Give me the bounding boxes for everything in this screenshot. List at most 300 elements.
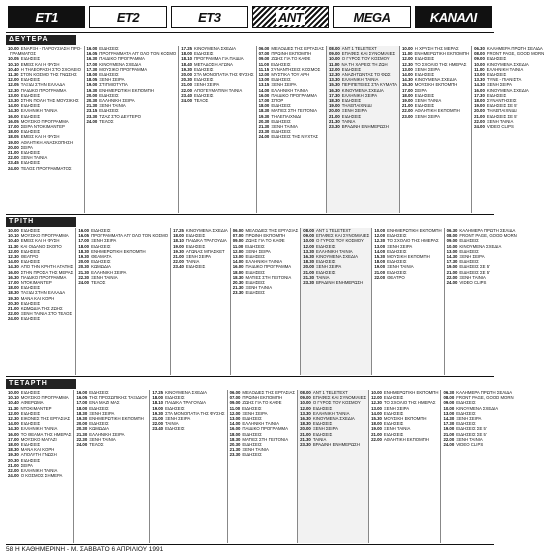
program-time: 21.00 [446, 269, 458, 275]
program-title: ΕΙΔΗΣΕΙΣ [20, 457, 41, 463]
program-title: ΕΙΔΗΣΕΙΣ ΣΕ 5' [459, 264, 490, 270]
program-title: ΕΙΔΗΣΕΙΣ ΣΕ 5' [459, 269, 490, 275]
program-time: 16.00 [86, 46, 98, 51]
program-title: ΕΙΔΗΣΕΙΣ [486, 72, 507, 78]
program-title: ΚΙΝΟΥΜΕΝΑ ΣΧΕΔΙΑ [316, 254, 358, 260]
program-time: 19.00 [152, 405, 164, 411]
program-title: ΤΥΝΕ - ΠΙΑΝΙΣΤΑ [486, 77, 522, 83]
program-title: ΕΙΔΗΣΕΙΣ [316, 269, 336, 275]
program-time: 22.00 [374, 274, 386, 280]
program-time: 23.30 [258, 129, 270, 135]
program-time: 12.05 [8, 82, 19, 88]
program-title: ΖΩΗΣ ΓΙΑ ΤΟ ΚΑΦΕ [242, 400, 282, 406]
program-time: 09.00 [474, 56, 485, 62]
program-time: 14.00 [229, 421, 241, 427]
program-title: ΕΙΔΗΣΕΙΣ [20, 259, 41, 265]
program-title: ΕΙΔΗΣΕΙΣ [194, 66, 214, 72]
program-time: 19.30 [8, 295, 19, 301]
program-title: ΜΟΥΣΙΚΟ ΠΡΟΓΡΑΜΜΑ [20, 118, 69, 124]
channel-column [297, 390, 368, 543]
program-title: ΕΙΔΗΣΕΙΣ [20, 390, 41, 395]
program-title: ΞΕΝΗ ΣΕΙΡΑ [459, 254, 485, 260]
program-title: ΕΛΛΗΝΙΚΗ ΣΕΙΡΑ [99, 98, 135, 104]
channel-column [300, 228, 371, 375]
program-title: ΕΛΛΗΝΙΚΗ ΤΑΙΝΙΑ [245, 259, 283, 265]
program-time: 14.00 [8, 103, 19, 109]
program-time: 16.00 [229, 426, 241, 432]
program-time: 08.00 [329, 46, 340, 51]
program-title: ΕΙΔΗΣΕΙΣ [245, 280, 265, 286]
program-time: 10.10 [8, 395, 19, 401]
program-time: 12.00 [8, 248, 19, 254]
program-title: ΕΙΔΗΣΕΙΣ [89, 421, 109, 427]
program-time: 17.00 [258, 98, 270, 104]
program-time: 18.30 [8, 290, 19, 296]
day-label: ΤΡΙΤΗ [6, 217, 76, 227]
program-title: ΒΡΑΔΙΝΗ ΕΝΗΜΕΡΩΣΗ [316, 280, 364, 286]
channel-column [368, 390, 440, 543]
program-time: 14.30 [446, 254, 458, 260]
program-time: 19.30 [78, 254, 90, 260]
program-time: 16.00 [474, 87, 485, 93]
program-title: ΞΕΝΗ ΣΕΙΡΑ [185, 254, 212, 260]
program-title: ΕΙΔΗΣΕΙΣ [165, 426, 185, 432]
channel-column [440, 390, 515, 543]
program-title: ΠΡΩΙΝΗ ΕΚΠΟΜΠΗ [245, 233, 286, 239]
program-time: 11.00 [232, 243, 244, 249]
program-time: 23.40 [181, 92, 193, 98]
list-item [76, 442, 147, 447]
program-time: 18.30 [329, 98, 340, 104]
program-time: 06.30 [474, 46, 485, 51]
program-title: ΕΙΔΗΣΕΙΣ [185, 233, 206, 239]
program-title: ΞΕΝΗ ΤΑΙΝΙΑ ΣΤΟ ΤΕΛΟΣ [20, 311, 73, 317]
program-title: ΕΠΑΦΕΣ ΚΑΙ ΣΥΝΟΜΙΛΙΕΣ [312, 395, 367, 401]
program-time: 17.00 [76, 400, 88, 406]
program-time: 22.00 [371, 436, 382, 442]
channel-column [471, 46, 546, 213]
channel-logo [8, 6, 85, 28]
program-title: ΜΕΛΟΔΙΕΣ ΤΗΣ ΕΡΓΑΣΙΑΣ [271, 46, 325, 51]
list-item [78, 280, 168, 285]
program-time: 17.25 [152, 390, 164, 395]
list-item [230, 452, 295, 457]
program-title: ΠΑΙΔΙΚΑ ΤΡΑΓΟΥΔΙΑ [185, 238, 227, 244]
program-title: ΕΙΔΗΣΕΙΣ [165, 395, 185, 401]
program-title: Ο ΓΥΡΟΣ ΤΟΥ ΚΟΣΜΟΥ [341, 56, 390, 62]
list-item [173, 264, 228, 269]
program-time: 09.00 [443, 400, 455, 406]
program-title: ΜΟΥΣΙΚΗ ΕΚΠΟΜΠΗ [383, 416, 427, 422]
program-title: ΕΙΔΗΣΕΙΣ [341, 66, 362, 72]
program-title: ΕΝΗΜΕΡΩΤΙΚΗ ΕΚΠΟΜΠΗ [414, 51, 470, 57]
program-time: 07.00 [232, 233, 244, 239]
program-title: ΤΑΙΝΙΑ [316, 274, 330, 280]
program-title: ΠΡΟΓΡΑΜΜΑΤΑ ΑΠ' ΟΛΟ ΤΟΝ ΚΟΣΜΟ [91, 233, 169, 239]
program-title: ΞΕΝΗ ΤΑΙΝΙΑ [99, 103, 126, 109]
program-title: ΕΙΔΗΣΕΙΣ [89, 390, 109, 395]
program-title: ΕΙΔΗΣΕΙΣ [91, 243, 111, 249]
program-time: 07.00 [229, 395, 241, 401]
list-item [303, 238, 369, 243]
program-time: 19.30 [8, 452, 19, 458]
program-time: 12.00 [258, 72, 270, 78]
program-title: ΝΑ ΤΗ ΧΑΡΕΙΣ ΤΗ ΖΩΗ [341, 61, 388, 67]
program-time: 23.45 [8, 160, 19, 166]
program-title: ΕΙΔΗΣΕΙΣ [414, 56, 435, 62]
program-title: ΕΙΔΗΣΕΙΣ [91, 259, 111, 265]
program-time: 10.00 [300, 400, 311, 406]
program-title: ΕΙΔΗΣΕΙΣ [383, 431, 404, 437]
program-time: 13.30 [300, 410, 311, 416]
program-title: ΚΑΛΗΜΕΡΑ ΠΡΩΤΗ ΣΕΛΙΔΑ [456, 390, 513, 395]
program-time: 20.30 [232, 280, 244, 286]
program-time: 23.30 [300, 442, 311, 448]
program-title: ΞΕΝΗ ΤΑΙΝΙΑ [271, 124, 298, 130]
program-title: ΚΩΜΩΔΙΑ [91, 264, 111, 270]
program-title: ΕΙΔΗΣΕΙΣ [459, 259, 479, 265]
program-title: ΕΙΔΗΣΕΙΣ [387, 269, 407, 275]
program-title: ΕΙΔΗΣΕΙΣ [242, 405, 262, 411]
program-time: 19.00 [474, 103, 485, 109]
program-time: 22.00 [446, 274, 458, 280]
channel-column [444, 228, 519, 375]
program-time: 18.10 [181, 56, 193, 62]
program-title: ΞΕΝΗ ΣΕΙΡΑ [456, 416, 482, 422]
program-time: 16.05 [76, 395, 88, 401]
program-time: 13.00 [446, 248, 458, 254]
program-time: 18.05 [8, 134, 19, 140]
program-title: ΕΙΔΗΣΕΙΣ [99, 72, 119, 78]
program-title: ΑΠΟΛΥΤΗ ΓΝΩΣΗ [20, 452, 57, 458]
program-time: 12.30 [8, 254, 19, 260]
program-title: ΞΕΝΗ ΣΕΙΡΑ [89, 410, 115, 416]
program-time: 15.30 [402, 82, 413, 88]
program-time: 13.15 [258, 82, 270, 88]
channel-logo [415, 6, 492, 28]
program-time: 21.00 [443, 431, 455, 437]
program-title: ΤΖΑΖ ΣΤΟ ΔΕΥΤΕΡΟ [99, 113, 142, 119]
list-item [233, 290, 298, 295]
program-time: 21.00 [329, 113, 340, 119]
program-title: ΕΙΔΗΣΕΙΣ ΣΕ 5' [456, 426, 487, 432]
program-time: 16.30 [329, 87, 340, 93]
program-title: ΕΛΛΗΝΙΚΗ ΣΕΙΡΑ [89, 431, 125, 437]
program-time: 24.00 [76, 442, 88, 448]
program-time: 19.00 [402, 98, 413, 104]
program-time: 19.00 [173, 243, 184, 249]
program-time: 18.10 [173, 238, 184, 244]
channel-logo [333, 6, 410, 28]
program-time: 17.30 [329, 92, 340, 98]
program-title: ΕΝΑ ΜΑΖΙ ΜΑΣ [89, 400, 120, 406]
program-time: 24.00 [443, 442, 455, 448]
program-time: 18.30 [300, 421, 311, 427]
program-time: 14.00 [374, 248, 386, 254]
program-title: ΕΙΔΗΣΕΙΣ ΣΕ 5' [486, 103, 518, 109]
program-time: 21.30 [232, 285, 244, 291]
program-time: 17.00 [8, 124, 19, 130]
program-time: 14.00 [371, 410, 382, 416]
program-time: 10.00 [8, 390, 19, 395]
program-time: 21.00 [8, 150, 19, 156]
list-item [152, 426, 224, 431]
program-time: 09.00 [300, 395, 311, 401]
program-time: 13.30 [303, 248, 315, 254]
channel-column [170, 228, 230, 375]
program-time: 22.00 [474, 118, 485, 124]
program-time: 09.00 [229, 400, 241, 406]
program-time: 14.00 [8, 259, 19, 265]
program-time: 16.00 [258, 92, 270, 98]
program-time: 19.30 [181, 66, 193, 72]
program-time: 10.00 [8, 228, 19, 233]
program-title: ΕΙΔΗΣΕΙΣ [456, 421, 476, 427]
program-title: ΖΩΗΣ ΓΙΑ ΤΟ ΚΑΦΕ [245, 238, 285, 244]
program-time: 18.30 [232, 274, 244, 280]
program-title: ΞΕΝΗ ΣΕΙΡΑ [99, 77, 125, 83]
program-time: 10.00 [8, 46, 19, 51]
day-label: ΤΕΤΑΡΤΗ [6, 379, 76, 389]
program-title: ΞΕΝΗ ΣΕΙΡΑ [194, 82, 220, 88]
program-time: 18.00 [402, 92, 413, 98]
program-title: ΤΑΙΝΙΑ [185, 259, 200, 265]
program-title: ΤΑΞΙΔΙ ΣΤΗΝ ΕΛΛΑΔΑ [20, 290, 66, 296]
list-item [474, 124, 544, 129]
program-title: FRONT PAGE, GOOD MORN [486, 51, 545, 57]
program-title: ΜΕΤΑΔΟΣΗ ΑΓΩΝΑ [194, 61, 233, 67]
program-title: ΕΜΕΙΣ ΚΑΙ Η ΦΥΣΗ [20, 61, 60, 67]
program-time: 18.30 [78, 248, 90, 254]
channel-column [256, 46, 326, 213]
program-time: 23.30 [86, 113, 98, 119]
program-time: 12.00 [229, 410, 241, 416]
program-time: 19.30 [86, 87, 98, 93]
program-time: 21.00 [371, 431, 382, 437]
program-title: ΤΟ ΣΧΟΛΙΟ ΤΗΣ ΗΜΕΡΑΣ [383, 400, 436, 406]
program-title: ΕΙΔΗΣΕΙΣ [99, 46, 119, 51]
program-title: ΕΝΗΜΕΡΩΤΙΚΗ ΕΚΠΟΜΠΗ [89, 416, 144, 422]
program-title: ΤΟ ΣΧΟΛΙΟ ΤΗΣ ΗΜΕΡΑΣ [387, 238, 439, 244]
program-title: ΕΙΔΗΣΕΙΣ [99, 108, 119, 114]
list-item [371, 437, 438, 442]
program-title: ΕΙΔΗΣΕΙΣ [185, 243, 206, 249]
program-title: ΕΙΔΗΣΕΙΣ [271, 103, 291, 109]
program-title: ΕΙΔΗΣΕΙΣ [316, 243, 336, 249]
program-time: 21.00 [181, 82, 193, 88]
channel-column [399, 46, 471, 213]
program-title: ΕΛΛΗΝΙΚΗ ΣΕΙΡΑ [341, 92, 378, 98]
program-title: ΠΑΙΔΙΚΟ ΠΡΟΓΡΑΜΜΑ [271, 92, 317, 98]
program-title: ΞΕΝΗ ΣΕΙΡΑ [387, 243, 413, 249]
program-title: ΕΙΔΗΣΕΙΣ [312, 405, 333, 411]
program-time: 17.00 [402, 87, 413, 93]
program-time: 17.00 [78, 238, 90, 244]
program-title: ΜΑΤΙΕΣ ΣΤΗ ΓΕΙΤΟΝΙΑ [271, 108, 318, 114]
program-title: ΤΗΛΕΠΑΙΧΝΙΔΙ [271, 113, 302, 119]
program-title: ΞΕΝΗ ΣΕΙΡΑ [312, 426, 339, 432]
program-time: 12.00 [232, 248, 244, 254]
program-title: ΕΙΔΗΣΕΙΣ [456, 400, 476, 406]
program-title: ΜΟΥΣΙΚΗ ΕΚΠΟΜΠΗ [414, 82, 458, 88]
program-title: ΠΑΙΔΙΚΑ ΤΡΑΓΟΥΔΙΑ [165, 400, 207, 406]
program-title: ΤΑΙΝΙΑ [341, 118, 356, 124]
program-time: 19.00 [8, 139, 19, 145]
program-title: ΕΙΔΗΣΕΙΣ [20, 248, 41, 254]
program-time: 08.00 [300, 390, 311, 395]
program-title: ΘΕΑΤΡΟ [20, 254, 39, 260]
program-title: ΤΕΛΟΣ ΠΡΟΓΡΑΜΜΑΤΟΣ [20, 165, 72, 171]
program-time: 13.30 [8, 98, 19, 104]
program-title: ΕΙΔΗΣΕΙΣ [194, 77, 214, 83]
program-time: 10.05 [8, 56, 19, 62]
program-time: 14.30 [474, 82, 485, 88]
program-title: ΚΑΛΗΜΕΡΑ ΠΡΩΤΗ ΣΕΛΙΔΑ [486, 46, 543, 51]
program-time: 23.40 [152, 426, 164, 432]
program-title: ΤΑΙΝΙΑ [312, 436, 327, 442]
program-title: ΕΛΛΗΝΙΚΗ ΤΑΙΝΙΑ [341, 77, 379, 83]
channel-column [75, 228, 170, 375]
program-time: 23.30 [232, 290, 244, 296]
program-time: 16.30 [86, 56, 98, 62]
program-title: ΕΙΔΗΣΕΙΣ [242, 442, 262, 448]
program-title: ΣΥΝΑΝΤΗΣΕΙΣ ΚΟΣΜΟΣ [271, 66, 321, 72]
program-title: ΕΙΔΗΣΕΙΣ [383, 395, 404, 401]
program-time: 13.30 [474, 77, 485, 83]
program-time: 18.00 [181, 51, 193, 57]
program-time: 13.00 [229, 416, 241, 422]
channel-column [6, 390, 73, 543]
program-time: 18.40 [181, 61, 193, 67]
program-time: 18.00 [78, 243, 90, 249]
program-title: ΕΙΔΗΣΕΙΣ [414, 72, 435, 78]
program-time: 23.30 [329, 124, 340, 130]
program-time: 20.00 [181, 72, 193, 78]
program-title: ΑΓΩΝΑΣ ΜΠΑΣΚΕΤ [185, 248, 225, 254]
program-time: 18.00 [474, 98, 485, 104]
program-time: 09.00 [446, 238, 458, 244]
program-time: 24.00 [446, 280, 458, 286]
program-title: ΞΕΝΗ ΣΕΙΡΑ [245, 248, 271, 254]
list-item [374, 275, 441, 280]
program-time: 17.00 [86, 61, 98, 67]
program-time: 18.00 [173, 233, 184, 239]
program-time: 12.30 [402, 61, 413, 67]
program-title: ΤΕΛΟΣ [89, 442, 104, 448]
program-time: 06.30 [446, 228, 458, 233]
program-title: ΕΙΚΟΝΕΣ ΤΗΣ ΕΡΓΑΣΙΑΣ [20, 416, 71, 422]
program-title: ΕΠΑΦΕΣ ΚΑΙ ΣΥΝΟΜΙΛΙΕΣ [341, 51, 396, 57]
list-item [402, 114, 469, 119]
program-title: ΕΙΔΗΣΕΙΣ [383, 421, 404, 427]
program-time: 21.30 [300, 436, 311, 442]
program-title: ΒΡΑΔΙΝΗ ΕΝΗΜΕΡΩΣΗ [312, 442, 360, 448]
program-time: 18.00 [8, 129, 19, 135]
program-title: ΕΙΔΗΣΕΙΣ [20, 300, 41, 306]
program-time: 08.00 [446, 233, 458, 239]
program-title: ΜΑΝΑ ΚΑΙ ΚΟΡΗ [20, 447, 55, 453]
program-time: 10.00 [303, 238, 315, 244]
program-time: 13.00 [232, 254, 244, 260]
program-time: 21.00 [374, 269, 386, 275]
program-time: 18.00 [258, 103, 270, 109]
program-title: ΕΙΔΗΣΕΙΣ [242, 431, 262, 437]
program-title: ΖΩΗΣ ΓΙΑ ΤΟ ΚΑΦΕ [271, 56, 311, 62]
program-title: ΕΛΛΗΝΙΚΗ ΤΑΙΝΙΑ [242, 421, 279, 427]
program-time: 19.30 [258, 113, 270, 119]
program-time: 09.00 [232, 238, 244, 244]
program-time: 13.00 [8, 92, 19, 98]
program-title: ΕΛΛΗΝΙΚΗ ΤΑΙΝΙΑ [271, 87, 308, 93]
channel-column [230, 228, 300, 375]
program-time: 15.30 [329, 82, 340, 88]
program-title: ΚΙΝΟΥΜΕΝΑ ΣΧΕΔΙΑ [456, 405, 499, 411]
program-time: 10.00 [371, 390, 382, 395]
program-title: ΞΕΝΗ ΣΕΙΡΑ [316, 264, 342, 270]
program-time: 10.40 [8, 400, 19, 406]
program-title: ΕΛΛΗΝΙΚΗ ΤΑΙΝΙΑ [312, 410, 350, 416]
program-title: ΞΕΝΗ ΤΑΙΝΙΑ [414, 98, 442, 104]
program-time: 21.30 [76, 431, 88, 437]
program-title: ΕΛΛΗΝΙΚΗ ΤΑΙΝΙΑ [20, 108, 58, 114]
program-title: ΞΕΝΗ ΣΕΙΡΑ [383, 405, 410, 411]
program-title: ANT 1 TELETEXT [312, 390, 348, 395]
program-title: ΠΑΙΔΙΚΟ ΠΡΟΓΡΑΜΜΑ [245, 264, 292, 270]
program-title: ΕΙΔΗΣΕΙΣ [271, 118, 291, 124]
program-title: ΜΑΤΙΕΣ ΣΤΗ ΓΕΙΤΟΝΙΑ [242, 436, 289, 442]
program-title: ΕΛΛΗΝΙΚΗ ΤΑΙΝΙΑ [486, 66, 524, 72]
program-title: ΞΕΝΗ ΤΑΙΝΙΑ [459, 274, 486, 280]
program-time: 14.30 [8, 264, 19, 270]
program-time: 06.00 [258, 46, 270, 51]
program-time: 19.00 [446, 264, 458, 270]
program-time: 20.00 [303, 264, 315, 270]
program-time: 14.00 [232, 259, 244, 265]
program-title: ΕΝΗΜΕΡΩΤΙΚΗ ΕΚΠΟΜΠΗ [99, 87, 154, 93]
program-title: ΠΕΡΙΠΕΤΕΙΕΣ ΣΤΑ ΚΥΜΑΤΑ [341, 82, 398, 88]
program-title: ΠΡΩΙΝΗ ΕΚΠΟΜΠΗ [271, 51, 312, 57]
program-time: 18.00 [371, 421, 382, 427]
program-time: 12.00 [374, 233, 386, 239]
program-title: ΠΑΙΔΙΚΟ ΠΡΟΓΡΑΜΜΑ [242, 426, 288, 432]
channel-columns [6, 46, 545, 213]
program-time: 21.30 [78, 269, 90, 275]
program-time: 13.00 [474, 72, 485, 78]
channel-logo-label: MEGA [353, 9, 391, 25]
program-time: 21.30 [229, 447, 241, 453]
channel-logo [171, 6, 248, 28]
program-title: Ο ΓΥΡΟΣ ΤΟΥ ΚΟΣΜΟΥ [316, 238, 364, 244]
program-title: ΕΙΔΗΣΕΙΣ [414, 92, 435, 98]
program-title: FRONT PAGE, GOOD MORN [456, 395, 514, 401]
program-title: ΕΙΔΗΣΕΙΣ [242, 452, 262, 458]
program-time: 06.00 [232, 228, 244, 233]
program-title: ΚΑΙ ΟΙΔΑΝΟ ΣΚΟΠΟ [20, 243, 62, 249]
program-title: ΕΙΔΗΣΕΙΣ [20, 113, 41, 119]
program-time: 21.00 [8, 306, 19, 312]
program-time: 21.30 [329, 118, 340, 124]
program-title: ΝΤΟΚΙΜΑΝΤΕΡ [20, 405, 52, 411]
program-title: ΕΙΔΗΣΕΙΣ [89, 405, 109, 411]
program-title: Ο ΚΟΣΜΟΣ ΣΗΜΕΡΑ [20, 473, 63, 479]
program-title: ΕΙΔΗΣΕΙΣ [99, 92, 119, 98]
program-time: 18.00 [152, 395, 164, 401]
program-time: 19.00 [371, 426, 382, 432]
program-time: 19.00 [329, 103, 340, 109]
program-time: 21.00 [402, 103, 413, 109]
channel-logo-label: ET1 [35, 9, 58, 25]
program-title: ΑΘΛΗΤΙΚΗ ΑΝΑΣΚΟΠΗΣΗ [20, 139, 74, 145]
